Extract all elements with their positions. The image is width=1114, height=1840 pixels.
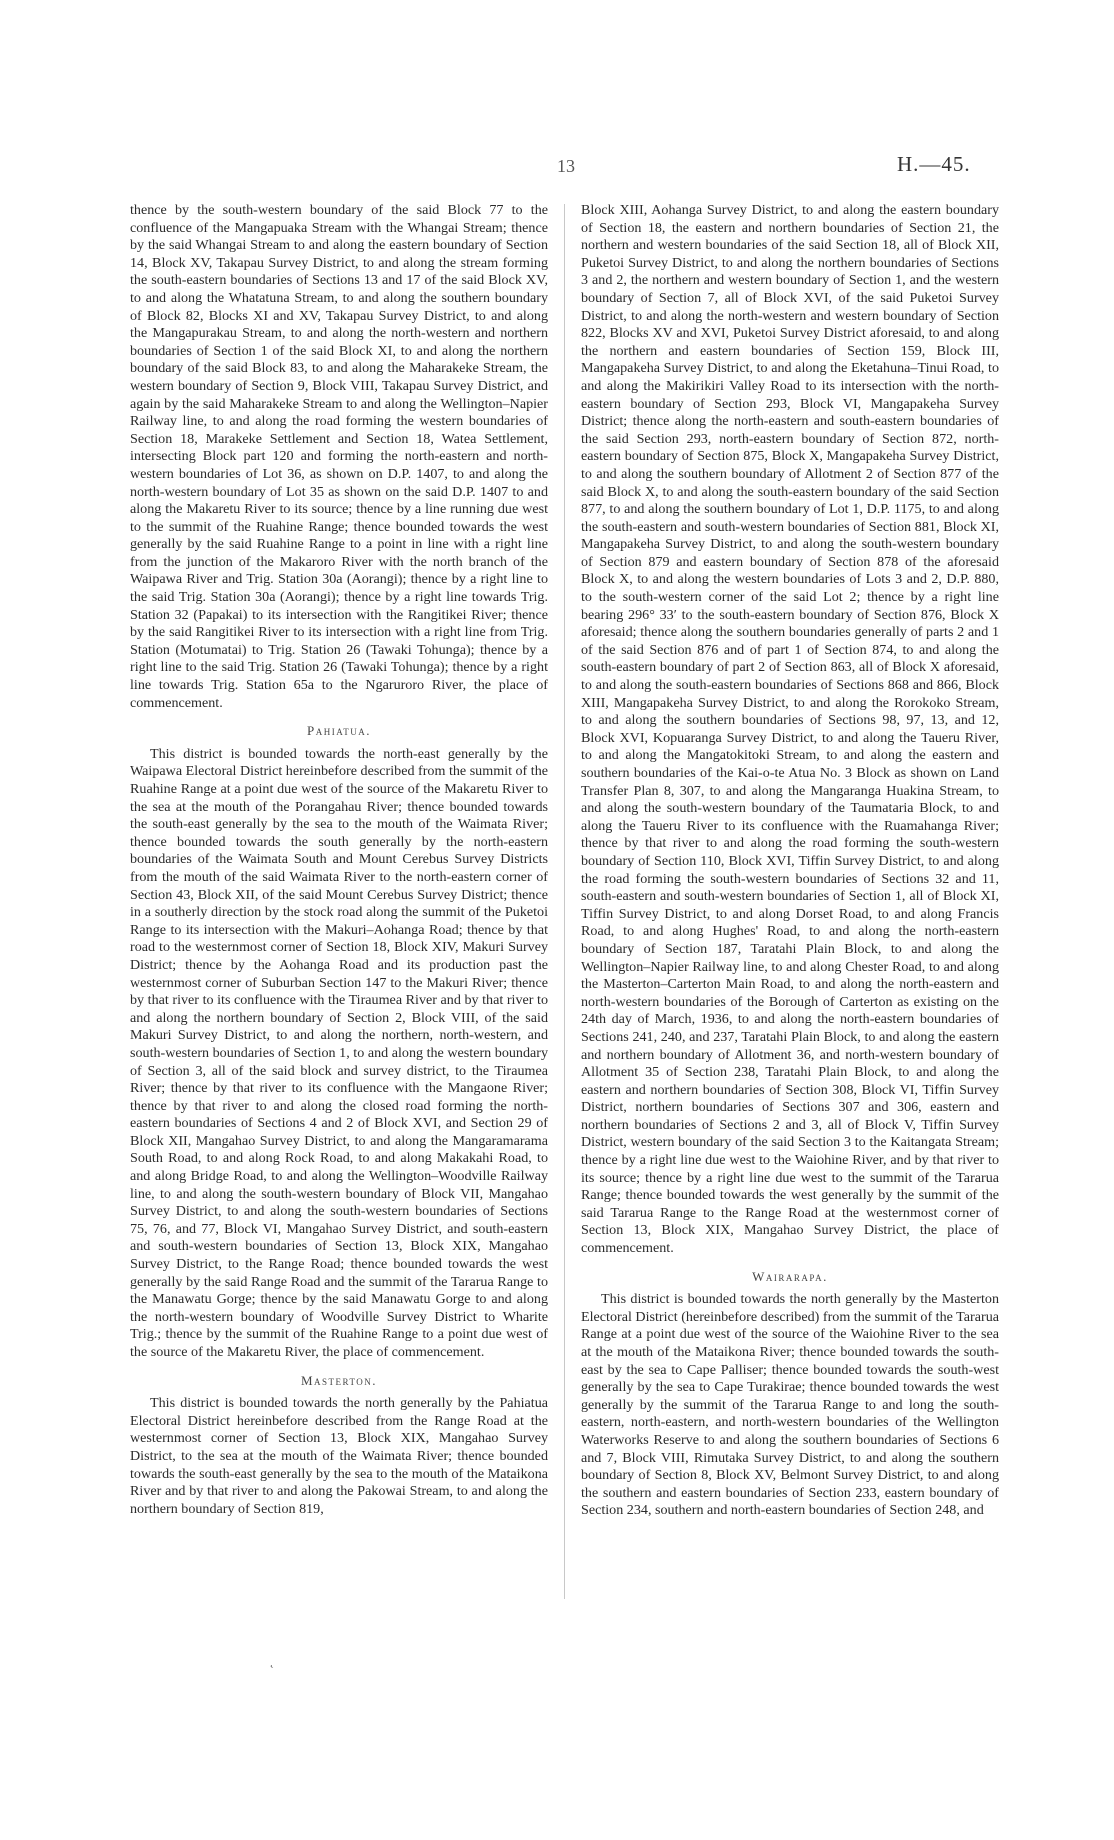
paper-reference: H.—45. (897, 152, 971, 176)
heading-pahiatua: Pahiatua. (307, 723, 371, 739)
heading-wairarapa: Wairarapa. (752, 1268, 828, 1284)
column-divider (564, 204, 565, 1599)
left-column (130, 202, 548, 1518)
left-continuation-paragraph: thence by the south-western boundary of the said Block 77 to the confluence of the Mangapuaka Stream with the Whangai Stream; thence by the said Whangai Stream to and along the eastern boundary of Section 14, Block XV, Takapau Survey District, to and along the stream forming the south-eastern boundaries of Sections 13 and 17 of the said Block XV, to and along the Whatatuna Stream, to and along the southern boundary of Block 82, Blocks XI and XV, Takapau Survey District, to and along the Mangapurakau Stream, to and along the north-western and northern boundaries of Section 1 of the said Block XI, to and along the northern boundary of the said Block 83, to and along the Maharakeke Stream, the western boundary of Section 9, Block VIII, Takapau Survey District, and again by the said Maharakeke Stream to and along the Wellington–Napier Railway line, to and along the road forming the western boundaries of Section 18, Marakeke Settlement and Section 18, Watea Settlement, intersecting Block part 120 and forming the north-eastern and north-western boundaries of Lot 36, as shown on D.P. 1407, to and along the north-western boundary of Lot 35 as shown on the said D.P. 1407 to and along the Makaretu River to its source; thence by a line running due west to the summit of the Ruahine Range; thence bounded towards the west generally by the said Ruahine Range to a point in line with a right line from the junction of the Makaroro River with the north branch of the Waipawa River and Trig. Station 30a (Aorangi); thence by a right line to the said Trig. Station 30a (Aorangi); thence by a right line towards Trig. Station 32 (Papakai) to its intersection with the Rangitikei River; thence by the said Rangitikei River to its intersection with a right line from Trig. Station (Motumatai) to Trig. Station 26 (Tawaki Tohunga); thence by a right line to the said Trig. Station 26 (Tawaki Tohunga); thence by a right line towards Trig. Station 65a to the Ngaruroro River, the place of commencement. (130, 202, 548, 711)
heading-masterton: Masterton. (300, 1372, 378, 1388)
masterton-paragraph: This district is bounded towards the north generally by the Pahiatua Electoral District hereinbefore described from the Range Road at the westernmost corner of Section 13, Block XIX, Mangahao Survey District, to the sea at the mouth of the Waimata River; thence bounded towards the south-east generally by the sea to the mouth of the Mataikona River and by that river to and along the Pakowai Stream, to and along the northern boundary of Section 819, (130, 1395, 548, 1517)
scan-mark: ˛ (270, 1654, 274, 1668)
pahiatua-paragraph: This district is bounded towards the north-east generally by the Waipawa Electoral District hereinbefore described from the summit of the Ruahine Range at a point due west of the source of the Makaretu River to the sea at the mouth of the Porangahau River; thence bounded towards the south-east generally by the sea to the mouth of the Waimata River; thence bounded towards the south generally by the north-eastern boundaries of the Waimata South and Mount Cerebus Survey Districts from the mouth of the said Waimata River to the north-eastern corner of Section 43, Block XII, of the said Mount Cerebus Survey District; thence in a southerly direction by the stock road along the summit of the Puketoi Range to its intersection with the Makuri–Aohanga Road; thence by that road to the westernmost corner of Section 18, Block XIV, Makuri Survey District; thence by the Aohanga Road and its production past the westernmost corner of Suburban Section 147 to the Makuri River; thence by that river to its confluence with the Tiraumea River and by that river to and along the northern boundary of Section 2, Block VIII, of the said Makuri Survey District, to and along the northern, north-western, and south-western boundaries of Section 1, to and along the western boundary of Section 3, all of the said block and survey district, to the Tiraumea River; thence by that river to its confluence with the Mangaone River; thence by that river to and along the closed road forming the north-eastern boundaries of Sections 4 and 2 of Block XVI, and Section 29 of Block XII, Mangahao Survey District, to and along the Mangaramarama South Road, to and along Rock Road, to and along Makakahi Road, to and along Bridge Road, to and along the Wellington–Woodville Railway line, to and along the south-western boundary of Block VII, Mangahao Survey District, to and along the south-western boundaries of Sections 75, 76, and 77, Block VI, Mangahao Survey District, and south-eastern and south-western boundaries of Section 13, Block XIX, Mangahao Survey District, to the Range Road; thence bounded towards the west generally by the said Range Road and the summit of the Tararua Range to the Manawatu Gorge; thence by the said Manawatu Gorge to and along the north-western boundary of Woodville Survey District to Wharite Trig.; thence by the summit of the Ruahine Range to a point due west of the source of the Makaretu River, the place of commencement. (130, 745, 548, 1360)
right-column (581, 202, 999, 1520)
page-number: 13 (557, 156, 575, 176)
right-continuation-paragraph: Block XIII, Aohanga Survey District, to and along the eastern boundary of Section 18, the eastern and northern boundaries of Section 21, the northern and western boundaries of the said Section 18, all of Block XII, Puketoi Survey District, to and along the northern boundaries of Sections 3 and 2, the northern and western boundary of Section 1, and the western boundary of Section 7, all of Block XVI, of the said Puketoi Survey District, to and along the north-western and western boundary of Section 822, Blocks XV and XVI, Puketoi Survey District aforesaid, to and along the northern and eastern boundaries of Section 159, Block III, Mangapakeha Survey District, to and along the Eketahuna–Tinui Road, to and along the Makirikiri Valley Road to its intersection with the north-eastern boundary of Section 293, Block VI, Mangapakeha Survey District; thence along the north-eastern and south-eastern boundaries of the said Section 293, north-eastern boundary of Section 872, north-eastern boundary of Section 875, Block X, Mangapakeha Survey District, to and along the southern boundary of Allotment 2 of Section 877 of the said Block X, to and along the south-eastern boundary of the said Section 877, to and along the southern boundary of Lot 1, D.P. 1175, to and along the south-eastern and south-western boundaries of Section 881, Block XI, Mangapakeha Survey District, to and along the south-western boundary of Section 879 and eastern boundary of Section 878 of the aforesaid Block X, to and along the western boundaries of Lots 3 and 2, D.P. 880, to the south-western corner of the said Lot 2; thence by a right line bearing 296° 33′ to the south-eastern boundary of Section 876, Block X aforesaid; thence along the southern boundaries generally of parts 2 and 1 of the said Section 876 and of part 1 of Section 874, to and along the south-eastern boundary of part 2 of Section 863, all of Block X aforesaid, to and along the south-eastern boundaries of Sections 868 and 866, Block XIII, Mangapakeha Survey District, to and along the Rorokoko Stream, to and along the southern boundaries of Sections 98, 97, 13, and 12, Block XVI, Kopuaranga Survey District, to and along the Taueru River, to and along the Mangatokitoki Stream, to and along the eastern and southern boundaries of the Kai-o-te Atua No. 3 Block as shown on Land Transfer Plan 8, 307, to and along the Mangaranga Huakina Stream, to and along the south-western boundary of the Taumataria Block, to and along the Taueru River to its confluence with the Ruamahanga River; thence by that river to and along the road forming the south-western boundary of Section 110, Block XVI, Tiffin Survey District, to and along the road forming the south-western boundaries of Sections 32 and 11, south-eastern and south-western boundaries of Section 1, all of Block XI, Tiffin Survey District, to and along Dorset Road, to and along Francis Road, to and along Hughes' Road, to and along the north-eastern boundary of Section 187, Taratahi Plain Block, to and along the Wellington–Napier Railway line, to and along Chester Road, to and along the Masterton–Carterton Main Road, to and along the north-eastern and north-western boundaries of the Borough of Carterton as existing on the 24th day of March, 1936, to and along the north-eastern boundaries of Sections 241, 240, and 237, Taratahi Plain Block, to and along the eastern and northern boundary of Allotment 36, and north-western boundary of Allotment 35 of Section 238, Taratahi Plain Block, to and along the eastern and northern boundaries of Section 308, Block VI, Tiffin Survey District, northern boundaries of Sections 307 and 306, eastern and northern boundaries of Sections 2 and 3, all of Block V, Tiffin Survey District, western boundary of the said Section 3 to the Kaitangata Stream; thence by a right line due west to the Waiohine River, and by that river to its source; thence by a right line due west to the summit of the Tararua Range; thence bounded towards the west generally by the summit of the said Tararua Range to the Range Road at the westernmost corner of Section 13, Block XIX, Mangahao Survey District, the place of commencement. (581, 202, 999, 1257)
wairarapa-paragraph: This district is bounded towards the north generally by the Masterton Electoral District (hereinbefore described) from the summit of the Tararua Range at a point due west of the source of the Waiohine River to the sea at the mouth of the Mataikona River; thence bounded towards the south-east by the sea to Cape Palliser; thence bounded towards the south-west generally by the sea to Cape Turakirae; thence bounded towards the west generally by the summit of the Tararua Range to and long the south-eastern, north-eastern, and north-western boundaries of the Wellington Waterworks Reserve to and along the southern boundaries of Sections 6 and 7, Block VIII, Rimutaka Survey District, to and along the southern boundary of Section 8, Block XV, Belmont Survey District, to and along the southern and eastern boundaries of Section 233, eastern boundary of Section 234, southern and north-eastern boundaries of Section 248, and (581, 1291, 999, 1519)
